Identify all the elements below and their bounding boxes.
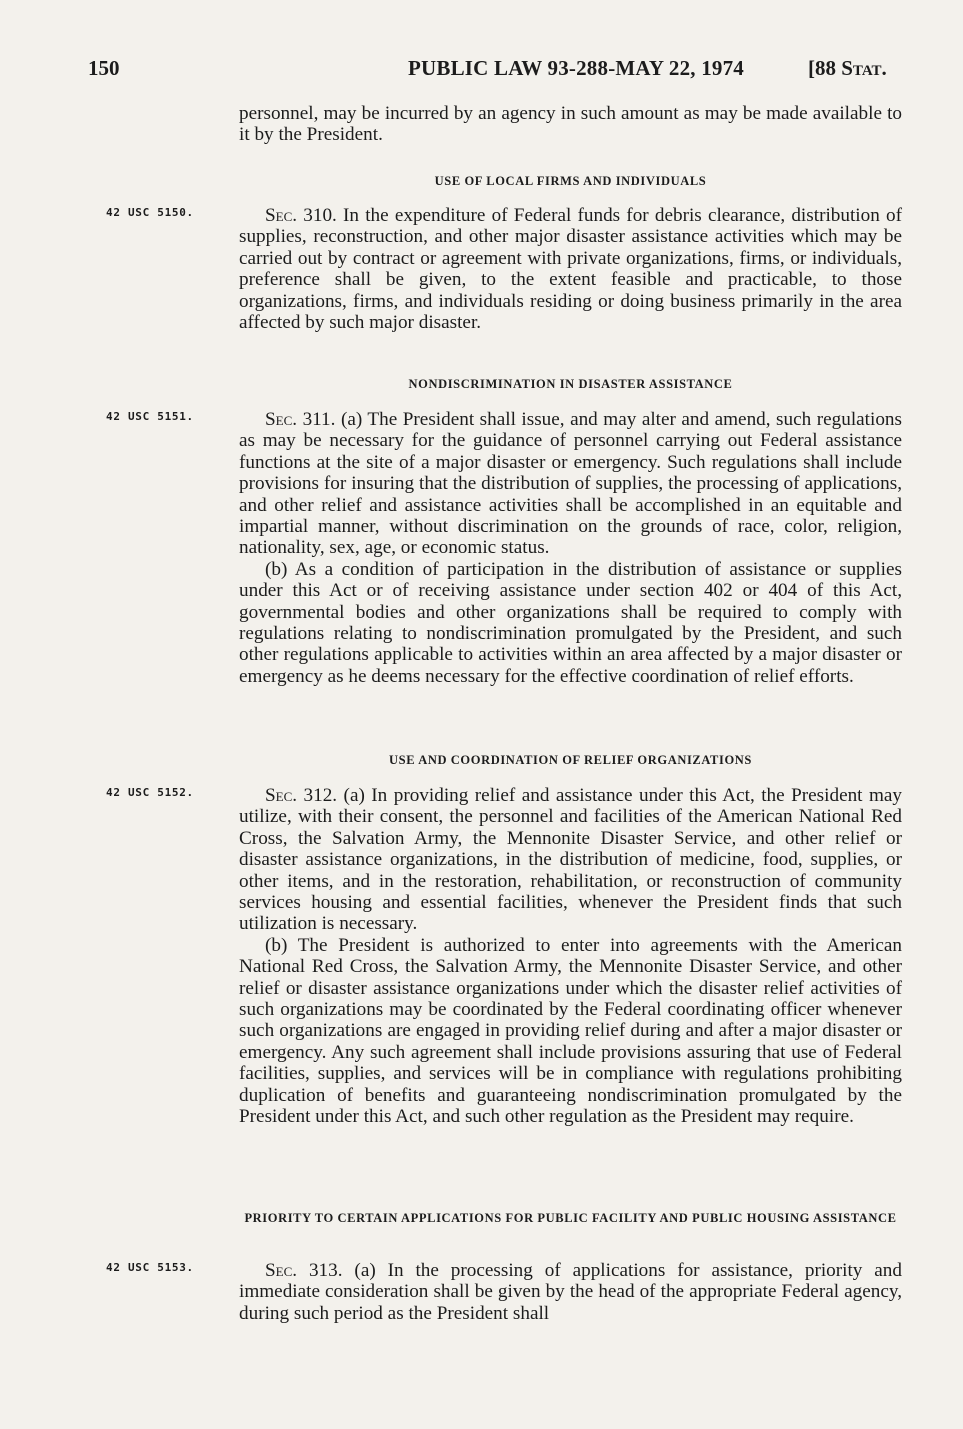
section-313 bbox=[239, 1260, 902, 1324]
paragraph: (b) As a condition of participation in the distribution of assistance or supplies under this Act or of receiving assistance under section 402 or 404 of this Act, governmental bodies and other organizations shall be required to comply with regulations relating to nondiscrimination promulgated by the President, and such other regulations applicable to activities within an area affected by a major disaster or emergency as he deems necessary for the effective coordination of relief efforts. bbox=[239, 558, 902, 687]
section-label: Sec. 311. bbox=[265, 409, 336, 430]
running-title: PUBLIC LAW 93-288-MAY 22, 1974 bbox=[408, 56, 744, 80]
paragraph: (b) The President is authorized to enter into agreements with the American National Red Cross, the Salvation Army, the Mennonite Disaster Service, and other relief or disaster assistance organizations under which the disaster relief activities of such organizations may be coordinated by the Federal coordinating officer whenever such organizations are engaged in providing relief during and after a major disaster or emergency. Any such agreement shall include provisions assuring that use of Federal facilities, supplies, and services will be in compliance with regulations prohibiting duplication of benefits and guaranteeing nondiscrimination promulgated by the President under this Act, and such other regulation as the President may require. bbox=[239, 934, 902, 1128]
margin-citation: 42 USC 5150. bbox=[106, 206, 194, 219]
margin-citation: 42 USC 5151. bbox=[106, 410, 194, 423]
volume-reference bbox=[808, 56, 887, 81]
section-heading: NONDISCRIMINATION IN DISASTER ASSISTANCE bbox=[408, 377, 733, 391]
paragraph bbox=[239, 409, 902, 559]
section-heading: USE OF LOCAL FIRMS AND INDIVIDUALS bbox=[434, 174, 707, 188]
section-heading: USE AND COORDINATION OF RELIEF ORGANIZATIONS bbox=[389, 753, 752, 767]
margin-citation: 42 USC 5153. bbox=[106, 1261, 194, 1274]
volume-number: [88 bbox=[808, 56, 836, 80]
paragraph bbox=[239, 205, 902, 333]
page-header bbox=[0, 56, 963, 86]
section-heading: PRIORITY TO CERTAIN APPLICATIONS FOR PUBLIC FACILITY AND PUBLIC HOUSING ASSISTANCE bbox=[244, 1211, 897, 1225]
paragraph bbox=[239, 785, 902, 935]
section-311 bbox=[239, 409, 902, 687]
section-label: Sec. 310. bbox=[265, 205, 337, 226]
paragraph-text: (a) In the processing of applications for assistance, priority and immediate consideration shall be given by the head of the appropriate Federal agency, during such period as the President shall bbox=[239, 1260, 902, 1324]
paragraph-text: (a) In providing relief and assistance under this Act, the President may utilize, with their consent, the personnel and facilities of the American National Red Cross, the Salvation Army, the Mennonite Disaster Service, and other relief or disaster assistance organizations, in the distribution of medicine, food, supplies, or other items, and in the restoration, rehabilitation, or reconstruction of community services housing and essential facilities, whenever the President finds that such utilization is necessary. bbox=[239, 785, 902, 935]
page-number: 150 bbox=[88, 56, 120, 80]
margin-citation: 42 USC 5152. bbox=[106, 786, 194, 799]
intro-continuation bbox=[239, 103, 902, 146]
paragraph: personnel, may be incurred by an agency in such amount as may be made available to it by the President. bbox=[239, 103, 902, 146]
paragraph bbox=[239, 1260, 902, 1324]
paragraph-text: In the expenditure of Federal funds for debris clearance, distribution of supplies, reconstruction, and other major disaster assistance activities which may be carried out by contract or agreement with private organizations, firms, or individuals, preference shall be given, to the extent feasible and practicable, to those organizations, firms, and individuals residing or doing business primarily in the area affected by such major disaster. bbox=[239, 205, 902, 334]
section-312 bbox=[239, 785, 902, 1128]
paragraph-text: (a) The President shall issue, and may alter and amend, such regulations as may be necessary for the guidance of personnel carrying out Federal assistance functions at the site of a major disaster or emergency. Such regulations shall include provisions for insuring that the distribution of supplies, the processing of applications, and other relief and assistance activities shall be accomplished in an equitable and impartial manner, without discrimination on the grounds of race, color, religion, nationality, sex, age, or economic status. bbox=[239, 409, 902, 559]
volume-suffix: Stat. bbox=[841, 56, 887, 80]
section-label: Sec. 312. bbox=[265, 785, 338, 806]
section-label: Sec. 313. bbox=[265, 1260, 343, 1281]
section-310 bbox=[239, 205, 902, 333]
